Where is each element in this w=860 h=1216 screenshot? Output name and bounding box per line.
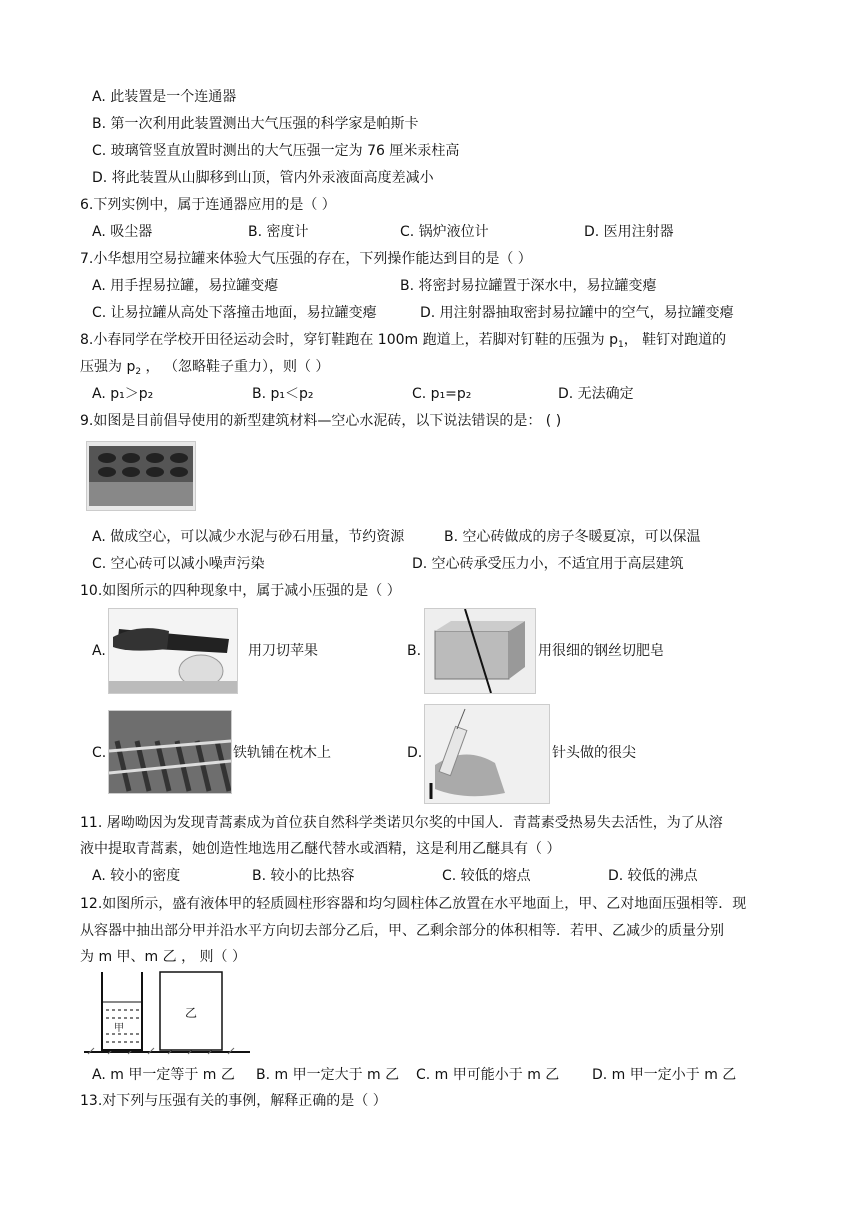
q8-option-d: D. 无法确定 bbox=[558, 386, 634, 402]
q11-option-a: A. 较小的密度 bbox=[92, 868, 181, 884]
wire-cut-soap-image bbox=[424, 608, 536, 694]
question-9-stem: 9.如图是目前倡导使用的新型建筑材料—空心水泥砖，以下说法错误的是： ( ) bbox=[80, 413, 562, 429]
q11-option-c: C. 较低的熔点 bbox=[442, 868, 531, 884]
q8-stem-text: 8.小春同学在学校开田径运动会时，穿钉鞋跑在 100m 跑道上，若脚对钉鞋的压强为 p bbox=[80, 332, 618, 348]
q10-option-d-text: 针头做的很尖 bbox=[552, 745, 636, 761]
p1-subscript: 1 bbox=[617, 340, 624, 350]
label-yi: 乙 bbox=[185, 1006, 198, 1020]
q9-option-a: A. 做成空心，可以减少水泥与砂石用量，节约资源 bbox=[92, 529, 405, 545]
question-12-stem-line2: 从容器中抽出部分甲并沿水平方向切去部分乙后，甲、乙剩余部分的体积相等．若甲、乙减少的质量分别 bbox=[80, 923, 724, 939]
container-and-cylinder-figure bbox=[84, 968, 250, 1056]
q12-option-c: C. m 甲可能小于 m 乙 bbox=[416, 1067, 560, 1083]
q6-option-a: A. 吸尘器 bbox=[92, 224, 153, 240]
q8-stem2-text: 压强为 p bbox=[80, 359, 136, 375]
q10-option-b-text: 用很细的钢丝切肥皂 bbox=[538, 643, 664, 659]
question-12-stem-line3: 为 m 甲、m 乙 ， 则（ ） bbox=[80, 949, 246, 965]
q8-option-a: A. p₁＞p₂ bbox=[92, 386, 154, 402]
question-11-stem-line1: 11. 屠呦呦因为发现青蒿素成为首位获自然科学类诺贝尔奖的中国人．青蒿素受热易失去活性，为了从溶 bbox=[80, 815, 723, 831]
q9-option-b: B. 空心砖做成的房子冬暖夏凉，可以保温 bbox=[444, 529, 701, 545]
hollow-brick-image bbox=[86, 441, 196, 511]
prev-option-c: C. 玻璃管竖直放置时测出的大气压强一定为 76 厘米汞柱高 bbox=[92, 143, 460, 159]
q6-option-d: D. 医用注射器 bbox=[584, 224, 674, 240]
q7-option-c: C. 让易拉罐从高处下落撞击地面，易拉罐变瘪 bbox=[92, 305, 377, 321]
p2-subscript: 2 bbox=[135, 367, 142, 377]
prev-option-d: D. 将此装置从山脚移到山顶，管内外汞液面高度差减小 bbox=[92, 170, 434, 186]
question-12-stem-line1: 12.如图所示，盛有液体甲的轻质圆柱形容器和均匀圆柱体乙放置在水平地面上，甲、乙对地面压强相等．现 bbox=[80, 896, 747, 912]
q11-option-d: D. 较低的沸点 bbox=[608, 868, 698, 884]
q8-stem-tail: ， 鞋钉对跑道的 bbox=[623, 332, 727, 348]
q10-option-c-label: C. bbox=[92, 745, 107, 761]
question-8-stem-line1 bbox=[80, 331, 726, 351]
q10-option-d-label: D. bbox=[407, 745, 423, 761]
label-jia: 甲 bbox=[114, 1023, 124, 1034]
q10-option-a-label: A. bbox=[92, 643, 106, 659]
question-10-stem: 10.如图所示的四种现象中，属于减小压强的是（ ） bbox=[80, 583, 401, 599]
question-6-stem: 6.下列实例中，属于连通器应用的是（ ） bbox=[80, 197, 336, 213]
q9-option-d: D. 空心砖承受压力小，不适宜用于高层建筑 bbox=[412, 556, 684, 572]
prev-option-b: B. 第一次利用此装置测出大气压强的科学家是帕斯卡 bbox=[92, 116, 419, 132]
question-7-stem: 7.小华想用空易拉罐来体验大气压强的存在，下列操作能达到目的是（ ） bbox=[80, 251, 532, 267]
question-13-stem: 13.对下列与压强有关的事例，解释正确的是（ ） bbox=[80, 1093, 387, 1109]
q10-option-b-label: B. bbox=[407, 643, 422, 659]
prev-option-a: A. 此装置是一个连通器 bbox=[92, 89, 237, 105]
q7-option-a: A. 用手捏易拉罐，易拉罐变瘪 bbox=[92, 278, 279, 294]
syringe-needle-image bbox=[424, 704, 550, 804]
q8-option-c: C. p₁=p₂ bbox=[412, 386, 472, 402]
q10-option-c-text: 铁轨铺在枕木上 bbox=[233, 745, 331, 761]
q12-option-d: D. m 甲一定小于 m 乙 bbox=[592, 1067, 737, 1083]
q9-option-c: C. 空心砖可以减小噪声污染 bbox=[92, 556, 265, 572]
knife-cut-apple-image bbox=[108, 608, 238, 694]
q8-option-b: B. p₁＜p₂ bbox=[252, 386, 314, 402]
q12-option-a: A. m 甲一定等于 m 乙 bbox=[92, 1067, 235, 1083]
railway-sleepers-image bbox=[108, 710, 232, 794]
q6-option-b: B. 密度计 bbox=[248, 224, 309, 240]
q8-stem2-tail: ， （忽略鞋子重力），则（ ） bbox=[141, 359, 330, 375]
question-11-stem-line2: 液中提取青蒿素，她创造性地选用乙醚代替水或酒精，这是利用乙醚具有（ ） bbox=[80, 841, 561, 857]
q11-option-b: B. 较小的比热容 bbox=[252, 868, 355, 884]
q7-option-d: D. 用注射器抽取密封易拉罐中的空气，易拉罐变瘪 bbox=[420, 305, 734, 321]
q10-option-a-text: 用刀切苹果 bbox=[248, 643, 318, 659]
q12-option-b: B. m 甲一定大于 m 乙 bbox=[256, 1067, 400, 1083]
question-8-stem-line2 bbox=[80, 358, 329, 378]
q7-option-b: B. 将密封易拉罐置于深水中，易拉罐变瘪 bbox=[400, 278, 657, 294]
q6-option-c: C. 锅炉液位计 bbox=[400, 224, 489, 240]
